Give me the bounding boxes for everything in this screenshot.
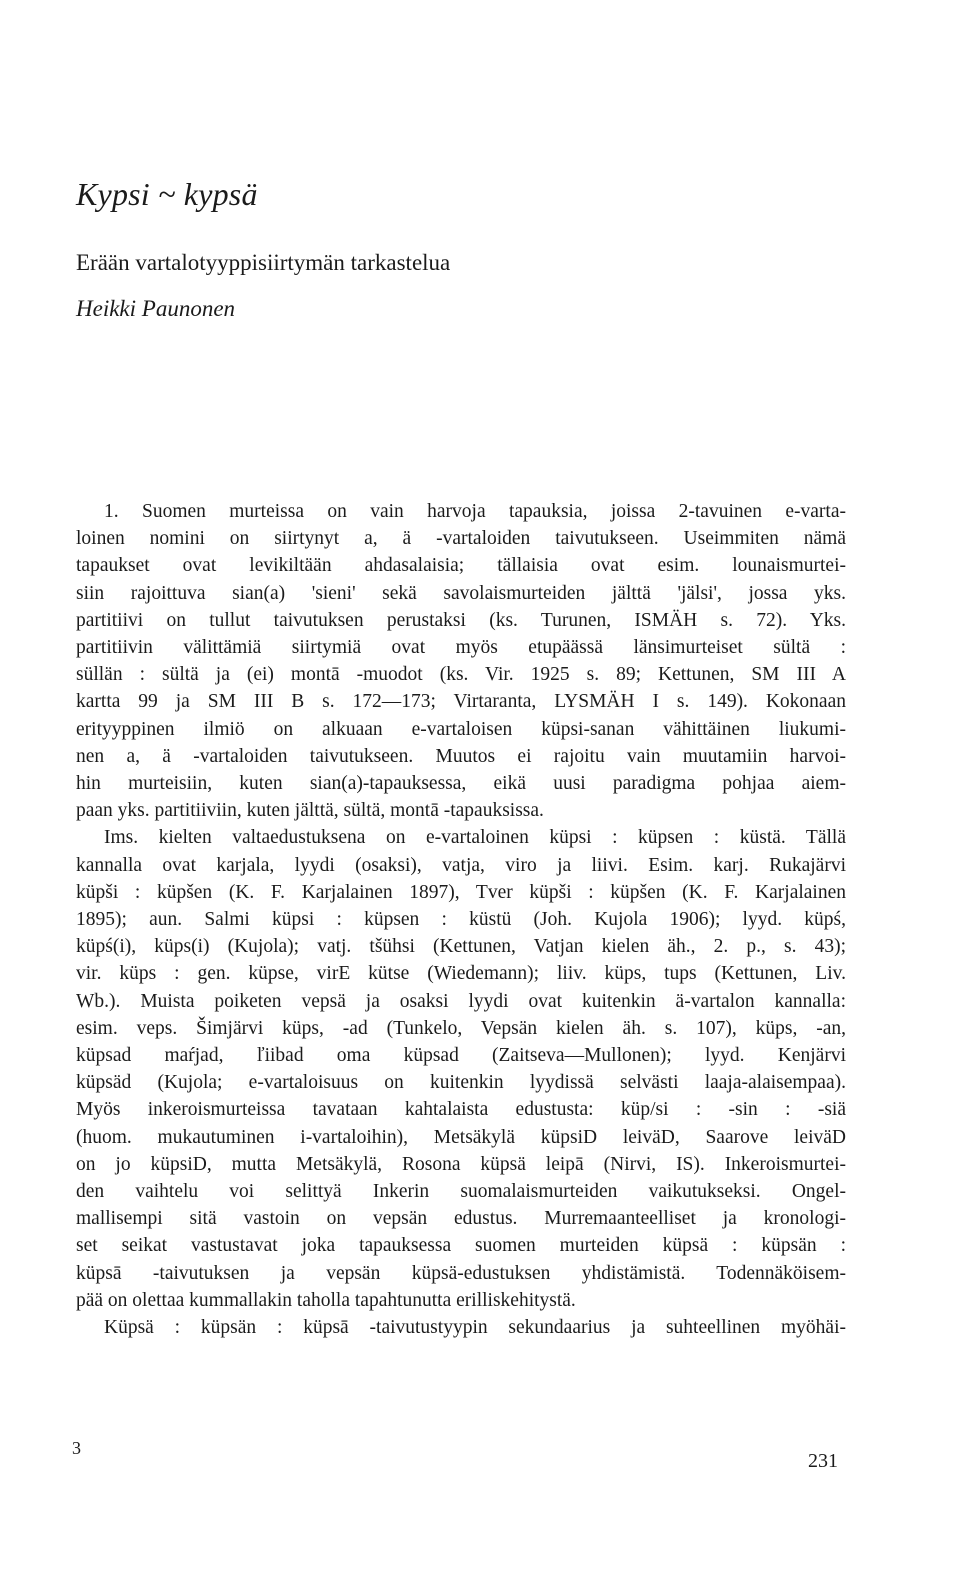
text-line: küpši : küpšen (K. F. Karjalainen 1897), Tver küpši : küpšen (K. F. Karjalainen bbox=[76, 881, 846, 903]
text-line: küpś(i), küps(i) (Kujola); vatj. tšühsi (Kettunen, Vatjan kielen äh., 2. p., s. 43); bbox=[76, 936, 846, 958]
text-line: kartta 99 ja SM III B s. 172—173; Virtaranta, LYSMÄH I s. 149). Kokonaan bbox=[76, 691, 846, 713]
text-line: siin rajoittuva sian(a) 'sieni' sekä savolaismurteiden jälttä 'jälsi', jossa yks. bbox=[76, 582, 846, 604]
text-line: Wb.). Muista poiketen vepsä ja osaksi lyydi ovat kuitenkin ä-vartalon kannalla: bbox=[76, 990, 846, 1012]
page-number: 231 bbox=[808, 1450, 838, 1472]
footnote-mark: 3 bbox=[72, 1438, 81, 1458]
text-line: Küpsä : küpsän : küpsā -taivutustyypin sekundaarius ja suhteellinen myöhäi- bbox=[104, 1317, 846, 1339]
text-line: set seikat vastustavat joka tapauksessa suomen murteiden küpsä : küpsän : bbox=[76, 1235, 846, 1257]
text-line: kannalla ovat karjala, lyydi (osaksi), vatja, viro ja liivi. Esim. karj. Rukajärvi bbox=[76, 854, 846, 876]
text-line: küpsad maŕjad, ľiibad oma küpsad (Zaitseva—Mullonen); lyyd. Kenjärvi bbox=[76, 1045, 846, 1067]
text-line: (huom. mukautuminen i-vartaloihin), Metsäkylä küpsiD leiväD, Saarove leiväD bbox=[76, 1126, 846, 1148]
body-text bbox=[76, 498, 846, 1341]
text-line: küpsā -taivutuksen ja vepsän küpsä-edustuksen yhdistämistä. Todennäköisem- bbox=[76, 1262, 846, 1284]
text-line: erityyppinen ilmiö on alkuaan e-vartaloisen küpsi-sanan vähittäinen liukumi- bbox=[76, 718, 846, 740]
text-line: on jo küpsiD, mutta Metsäkylä, Rosona küpsä leipā (Nirvi, IS). Inkeroismurtei- bbox=[76, 1153, 846, 1175]
text-line: paan yks. partitiiviin, kuten jälttä, sültä, montā -tapauksissa. bbox=[76, 800, 544, 822]
text-line: esim. veps. Šimjärvi küps, -ad (Tunkelo, Vepsän kielen äh. s. 107), küps, -an, bbox=[76, 1017, 846, 1039]
article-title: Kypsi ~ kypsä bbox=[76, 176, 258, 212]
text-line: Myös inkeroismurteissa tavataan kahtalaista edustusta: küp/si : -sin : -siä bbox=[76, 1099, 846, 1121]
text-line: loinen nomini on siirtynyt a, ä -vartaloiden taivutukseen. Useimmiten nämä bbox=[76, 528, 846, 550]
text-line: tapaukset ovat levikiltään ahdasalaisia; tällaisia ovat esim. lounaismurtei- bbox=[76, 555, 846, 577]
text-line: partitiivin välittämiä siirtymiä ovat myös etupäässä länsimurteiset sültä : bbox=[76, 637, 846, 659]
article-author: Heikki Paunonen bbox=[76, 296, 236, 321]
text-line: süllän : sültä ja (ei) montā -muodot (ks. Vir. 1925 s. 89; Kettunen, SM III A bbox=[76, 664, 846, 686]
text-line: mallisempi sitä vastoin on vepsän edustus. Murremaanteelliset ja kronologi- bbox=[76, 1208, 846, 1230]
text-line: Ims. kielten valtaedustuksena on e-vartaloinen küpsi : küpsen : küstä. Tällä bbox=[104, 827, 846, 849]
text-line: nen a, ä -vartaloiden taivutukseen. Muutos ei rajoitu vain muutamiin harvoi- bbox=[76, 745, 846, 767]
text-line: vir. küps : gen. küpse, virE kütse (Wiedemann); liiv. küps, tups (Kettunen, Liv. bbox=[76, 963, 846, 985]
text-line: den vaihtelu voi selittyä Inkerin suomalaismurteiden vaikutukseksi. Ongel- bbox=[76, 1181, 846, 1203]
text-line: 1. Suomen murteissa on vain harvoja tapauksia, joissa 2-tavuinen e-varta- bbox=[104, 501, 846, 522]
text-line: hin murteisiin, kuten sian(a)-tapauksessa, eikä uusi paradigma pohjaa aiem- bbox=[76, 773, 846, 795]
article-subtitle: Erään vartalotyyppisiirtymän tarkastelua bbox=[76, 250, 451, 275]
text-line: küpsäd (Kujola; e-vartaloisuus on kuitenkin lyydissä selvästi laaja-alaisempaa). bbox=[76, 1072, 846, 1094]
text-line: partitiivi on tullut taivutuksen perustaksi (ks. Turunen, ISMÄH s. 72). Yks. bbox=[76, 609, 846, 631]
text-line: pää on olettaa kummallakin taholla tapahtunutta erilliskehitystä. bbox=[76, 1289, 576, 1311]
text-line: 1895); aun. Salmi küpsi : küpsen : küstü (Joh. Kujola 1906); lyyd. küpś, bbox=[76, 909, 846, 931]
